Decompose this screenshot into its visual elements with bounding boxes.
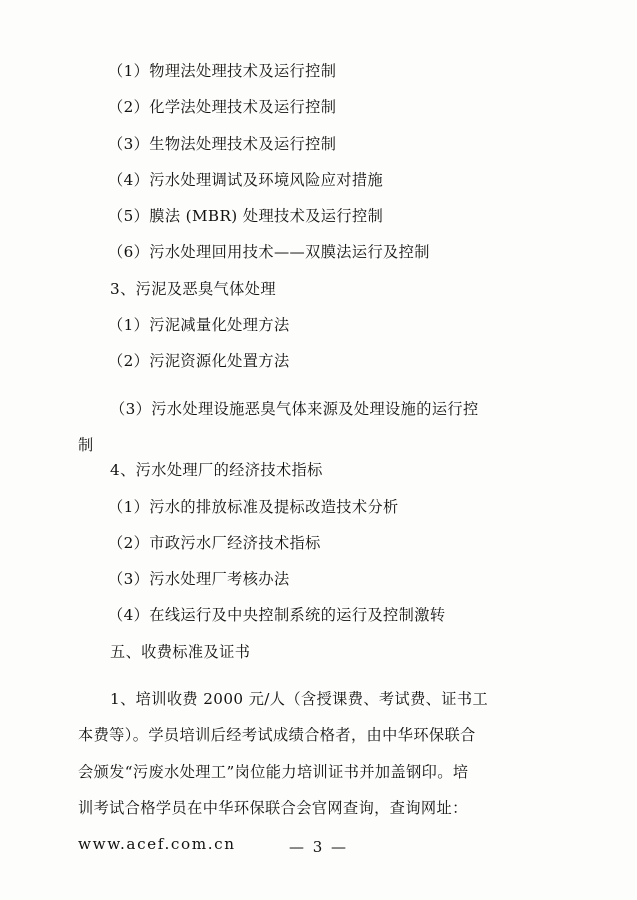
list-item: （2）化学法处理技术及运行控制 — [108, 98, 337, 117]
list-item: （3）污水处理厂考核办法 — [108, 570, 290, 589]
list-item: （4）在线运行及中央控制系统的运行及控制激转 — [108, 606, 446, 625]
page-number: — 3 — — [288, 838, 349, 856]
list-item: （1）物理法处理技术及运行控制 — [108, 62, 337, 80]
text-line: 制 — [78, 435, 94, 454]
text-line: （3）污水处理设施恶臭气体来源及处理设施的运行控 — [110, 399, 479, 418]
section-heading-sludge-odor: 3、污泥及恶臭气体处理 — [110, 279, 276, 298]
list-item: （2）污泥资源化处置方法 — [108, 352, 290, 371]
list-item: （4）污水处理调试及环境风险应对措施 — [108, 170, 384, 189]
list-item-wrapped — [78, 391, 567, 464]
list-item: （2）市政污水厂经济技术指标 — [108, 533, 321, 552]
website-url: www.acef.com.cn — [78, 835, 236, 854]
section-heading-fees-certificate: 五、收费标准及证书 — [110, 642, 251, 661]
list-item: （5）膜法 (MBR) 处理技术及运行控制 — [108, 207, 384, 226]
list-item: （1）污水的排放标准及提标改造技术分析 — [108, 497, 399, 516]
section-heading-economic-index: 4、污水处理厂的经济技术指标 — [110, 461, 323, 480]
text-line: 会颁发“污废水处理工”岗位能力培训证书并加盖钢印。培 — [78, 762, 469, 781]
document-body — [78, 64, 567, 863]
list-item: （3）生物法处理技术及运行控制 — [108, 134, 337, 153]
text-line: 训考试合格学员在中华环保联合会官网查询，查询网址： — [78, 798, 468, 817]
text-line: 本费等）。学员培训后经考试成绩合格者，由中华环保联合 — [78, 726, 476, 745]
fee-details-paragraph — [78, 681, 567, 862]
list-item: （6）污水处理回用技术——双膜法运行及控制 — [108, 243, 430, 262]
list-item: （1）污泥减量化处理方法 — [108, 316, 290, 335]
text-line: 1、培训收费 2000 元/人（含授课费、考试费、证书工 — [110, 690, 489, 709]
